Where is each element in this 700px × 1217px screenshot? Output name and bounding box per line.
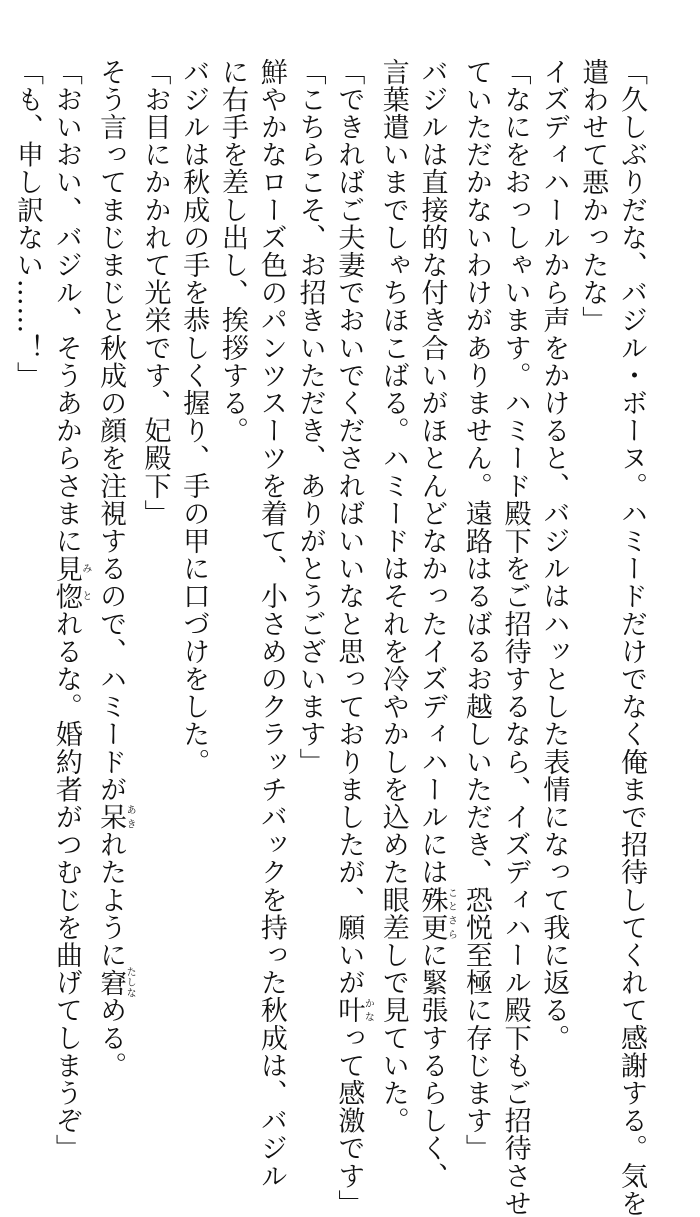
ruby-reading: たしな [124,966,136,999]
text-segment: 「できればご夫妻でおいでくださればいいなと思っておりましたが、願いが [333,58,365,997]
text-line-14 [90,58,136,1080]
text-line-10: 鮮やかなローズ色のパンツスーツを着て、小さめのクラッチバックを持った秋成は、バジル [255,58,287,1190]
ruby-mito [50,554,91,611]
text-segment: って感激です」 [333,1024,365,1217]
ruby-aki [95,803,136,831]
text-line-16: 「も、申し訳ない……！」 [12,58,44,390]
text-segment: そう言ってまじまじと秋成の顔を注視するので、ハミードが [95,58,127,804]
ruby-kotosara [416,886,457,942]
ruby-base: 窘 [95,966,127,999]
ruby-tashina [95,966,136,999]
text-line-5: ていただかないわけがありません。遠路はるばるお越しいただき、恐悦至極に存じます」 [460,58,492,1162]
text-line-13: 「お目にかかれて光栄です、妃殿下」 [139,58,171,528]
text-line-12: バジルは秋成の手を恭しく握り、手の甲に口づけをした。 [178,58,210,776]
text-segment: れたように [95,830,127,969]
text-segment: に緊張するらしく、 [416,941,448,1190]
text-line-11: に右手を差し出し、挨拶する。 [217,58,249,445]
text-line-7: 言葉遣いまでしゃちほこばる。ハミードはそれを冷やかしを込めた眼差しで見ていた。 [377,58,409,1135]
text-segment: 「おいおい、バジル、そうあからさまに [50,58,82,555]
ruby-reading: あき [124,803,136,831]
text-line-2: 遣わせて悪かったな」 [577,58,609,334]
text-line-1: 「久しぶりだな、バジル・ボーヌ。ハミードだけでなく俺まで招待してくれて感謝する。気を [616,58,647,1217]
ruby-reading: ことさら [445,886,457,942]
text-line-3: イズディハールから声をかけると、バジルはハッとした表情になって我に返る。 [538,58,570,1052]
text-line-6 [412,58,457,1190]
ruby-base: 見惚 [50,554,82,611]
ruby-base: 殊更 [416,886,448,942]
text-line-8 [329,58,374,1217]
ruby-base: 呆 [95,803,127,831]
text-segment: める。 [95,996,127,1080]
text-segment: バジルは直接的な付き合いがほとんどなかったイズディハールには [416,58,448,886]
text-line-15 [46,58,91,1163]
ruby-kana [333,996,374,1025]
text-line-4: 「なにをおっしゃいます。ハミード殿下をご招待するなら、イズディハール殿下もご招待させ [499,58,531,1217]
ruby-reading: かな [362,996,374,1024]
text-line-9: 「こちらこそ、お招きいただき、ありがとうございます」 [294,58,326,776]
vertical-text-body [12,58,650,1217]
ruby-base: 叶 [333,996,365,1025]
text-segment: れるな。婚約者がつむじを曲げてしまうぞ」 [50,610,82,1163]
ruby-reading: みと [79,554,91,611]
